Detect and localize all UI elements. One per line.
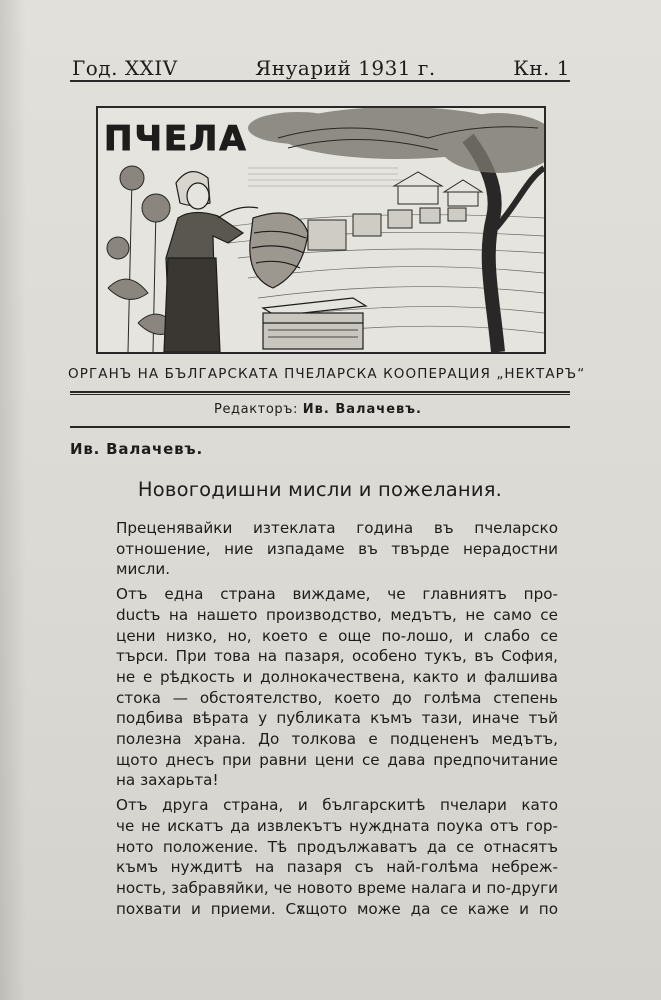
text-line: щото днесъ при равни цени се дава предпочитание bbox=[116, 750, 558, 769]
text-line: отношение, ние изпадаме въ твърде нерадостни bbox=[116, 539, 558, 558]
text-line: цени низко, но, което е още по-лошо, и слабо се bbox=[116, 626, 558, 645]
paragraph bbox=[84, 584, 558, 791]
text-line: Отъ една страна виждаме, че главниятъ про- bbox=[116, 585, 558, 604]
article-title: Новогодишни мисли и пожелания. bbox=[137, 478, 503, 501]
text-line: ность, забравяйки, че новото време налага и по-други bbox=[116, 878, 558, 897]
editor-label: Редакторъ: bbox=[214, 402, 299, 417]
article-body bbox=[84, 518, 558, 923]
editor-name: Ив. Валачевъ. bbox=[302, 402, 422, 417]
text-line: похвати и приеми. Сѫщото може да се каже и по bbox=[116, 899, 558, 918]
masthead-title: ПЧЕЛА bbox=[104, 119, 248, 159]
text-line: на захарьта! bbox=[116, 771, 219, 790]
text-line: къмъ нуждитѣ на пазаря съ най-голѣма небреж- bbox=[116, 858, 558, 877]
text-line: че не искатъ да извлекътъ нуждната поука отъ гор- bbox=[116, 816, 558, 835]
text-line: ното положение. Тѣ продължаватъ да се отнасятъ bbox=[116, 837, 558, 856]
text-line: подбива вѣрата у публиката къмъ тази, иначе тъй bbox=[116, 709, 558, 728]
page-shadow bbox=[0, 0, 26, 1000]
paragraph bbox=[84, 795, 558, 919]
paragraph bbox=[84, 518, 558, 580]
beekeeper-illustration bbox=[98, 108, 544, 352]
publisher-line: ОРГАНЪ НА БЪЛГАРСКАТА ПЧЕЛАРСКА КООПЕРАЦИЯ „НЕКТАРЪ“ bbox=[68, 366, 586, 382]
text-line: търси. При това на пазаря, особено тукъ, въ София, bbox=[116, 647, 558, 666]
issue-header bbox=[72, 50, 570, 80]
header-rule bbox=[70, 80, 570, 82]
text-line: полезна храна. До толкова е подцененъ медътъ, bbox=[116, 730, 558, 749]
text-line: ductъ на нашето производство, медътъ, не само се bbox=[116, 605, 558, 624]
editor-line bbox=[68, 402, 568, 417]
text-line: стока — обстоятелство, което до голѣма степень bbox=[116, 688, 558, 707]
editor-rule bbox=[70, 426, 570, 428]
masthead-illustration bbox=[96, 106, 546, 354]
divider-rule bbox=[70, 391, 570, 393]
article-author: Ив. Валачевъ. bbox=[70, 440, 203, 458]
text-line: мисли. bbox=[116, 560, 171, 579]
volume-label: Год. XXIV bbox=[72, 56, 178, 80]
text-line: не е рѣдкость и долнокачествена, както и фалшива bbox=[116, 667, 558, 686]
divider-rule-thin bbox=[70, 394, 570, 395]
text-line: Отъ друга страна, и българскитѣ пчелари като bbox=[116, 796, 558, 815]
issue-date: Януарий 1931 г. bbox=[255, 56, 436, 80]
issue-number: Кн. 1 bbox=[513, 56, 570, 80]
text-line: Преценявайки изтеклата година въ пчеларско bbox=[116, 519, 558, 537]
